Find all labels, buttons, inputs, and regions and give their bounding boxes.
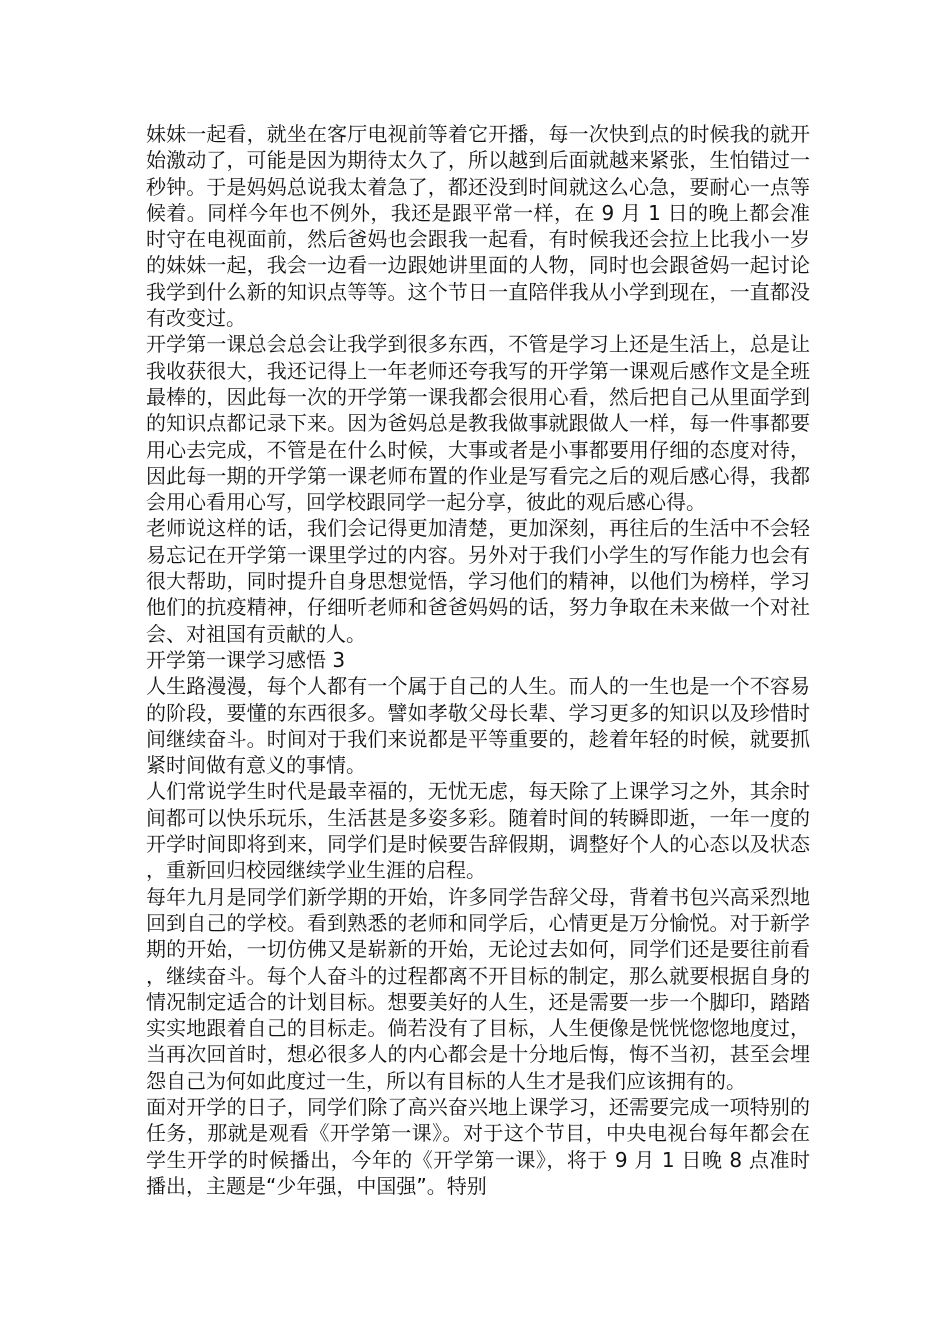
paragraph-3: 老师说这样的话，我们会记得更加清楚，更加深刻，再往后的生活中不会轻易忘记在开学第一课里学过的内容。另外对于我们小学生的写作能力也会有很大帮助，同时提升自身思想觉悟，学习他们的精神，以他们为榜样，学习他们的抗疫精神，仔细听老师和爸爸妈妈的话，努力争取在未来做一个对社会、对祖国有贡献的人。 <box>146 516 810 646</box>
paragraph-4: 人生路漫漫，每个人都有一个属于自己的人生。而人的一生也是一个不容易的阶段，要懂的东西很多。譬如孝敬父母长辈、学习更多的知识以及珍惜时间继续奋斗。时间对于我们来说都是平等重要的，趁着年轻的时候，就要抓紧时间做有意义的事情。 <box>146 674 810 778</box>
paragraph-6: 每年九月是同学们新学期的开始，许多同学告辞父母，背着书包兴高采烈地回到自己的学校。看到熟悉的老师和同学后，心情更是万分愉悦。对于新学期的开始，一切仿佛又是崭新的开始，无论过去如何，同学们还是要往前看，继续奋斗。每个人奋斗的过程都离不开目标的制定，那么就要根据自身的情况制定适合的计划目标。想要美好的人生，还是需要一步一个脚印，踏踏实实地跟着自己的目标走。倘若没有了目标，人生便像是恍恍惚惚地度过，当再次回首时，想必很多人的内心都会是十分地后悔，悔不当初，甚至会埋怨自己为何如此度过一生，所以有目标的人生才是我们应该拥有的。 <box>146 884 810 1093</box>
document-body <box>146 121 810 1199</box>
paragraph-1: 妹妹一起看，就坐在客厅电视前等着它开播，每一次快到点的时候我的就开始激动了，可能是因为期待太久了，所以越到后面就越来紧张，生怕错过一秒钟。于是妈妈总说我太着急了，都还没到时间就这么心急，要耐心一点等候着。同样今年也不例外，我还是跟平常一样，在 9 月 1 日的晚上都会准时守在电视面前，然后爸妈也会跟我一起看，有时候我还会拉上比我小一岁的妹妹一起，我会一边看一边跟她讲里面的人物，同时也会跟爸妈一起讨论我学到什么新的知识点等等。这个节日一直陪伴我从小学到现在，一直都没有改变过。 <box>146 122 810 331</box>
paragraph-2: 开学第一课总会总会让我学到很多东西，不管是学习上还是生活上，总是让我收获很大，我还记得上一年老师还夸我写的开学第一课观后感作文是全班最棒的，因此每一次的开学第一课我都会很用心看，然后把自己从里面学到的知识点都记录下来。因为爸妈总是教我做事就跟做人一样，每一件事都要用心去完成，不管是在什么时候，大事或者是小事都要用仔细的态度对待，因此每一期的开学第一课老师布置的作业是写看完之后的观后感心得，我都会用心看用心写，回学校跟同学一起分享，彼此的观后感心得。 <box>146 332 810 515</box>
section-heading: 开学第一课学习感悟 3 <box>146 647 346 672</box>
paragraph-5: 人们常说学生时代是最幸福的，无忧无虑，每天除了上课学习之外，其余时间都可以快乐玩乐，生活甚是多姿多彩。随着时间的转瞬即逝，一年一度的开学时间即将到来，同学们是时候要告辞假期，调整好个人的心态以及状态，重新回归校园继续学业生涯的启程。 <box>146 779 810 883</box>
paragraph-7: 面对开学的日子，同学们除了高兴奋兴地上课学习，还需要完成一项特别的任务，那就是观看《开学第一课》。对于这个节目，中央电视台每年都会在学生开学的时候播出，今年的《开学第一课》，将于 9 月 1 日晚 8 点准时播出，主题是“少年强，中国强”。特别 <box>146 1094 810 1198</box>
